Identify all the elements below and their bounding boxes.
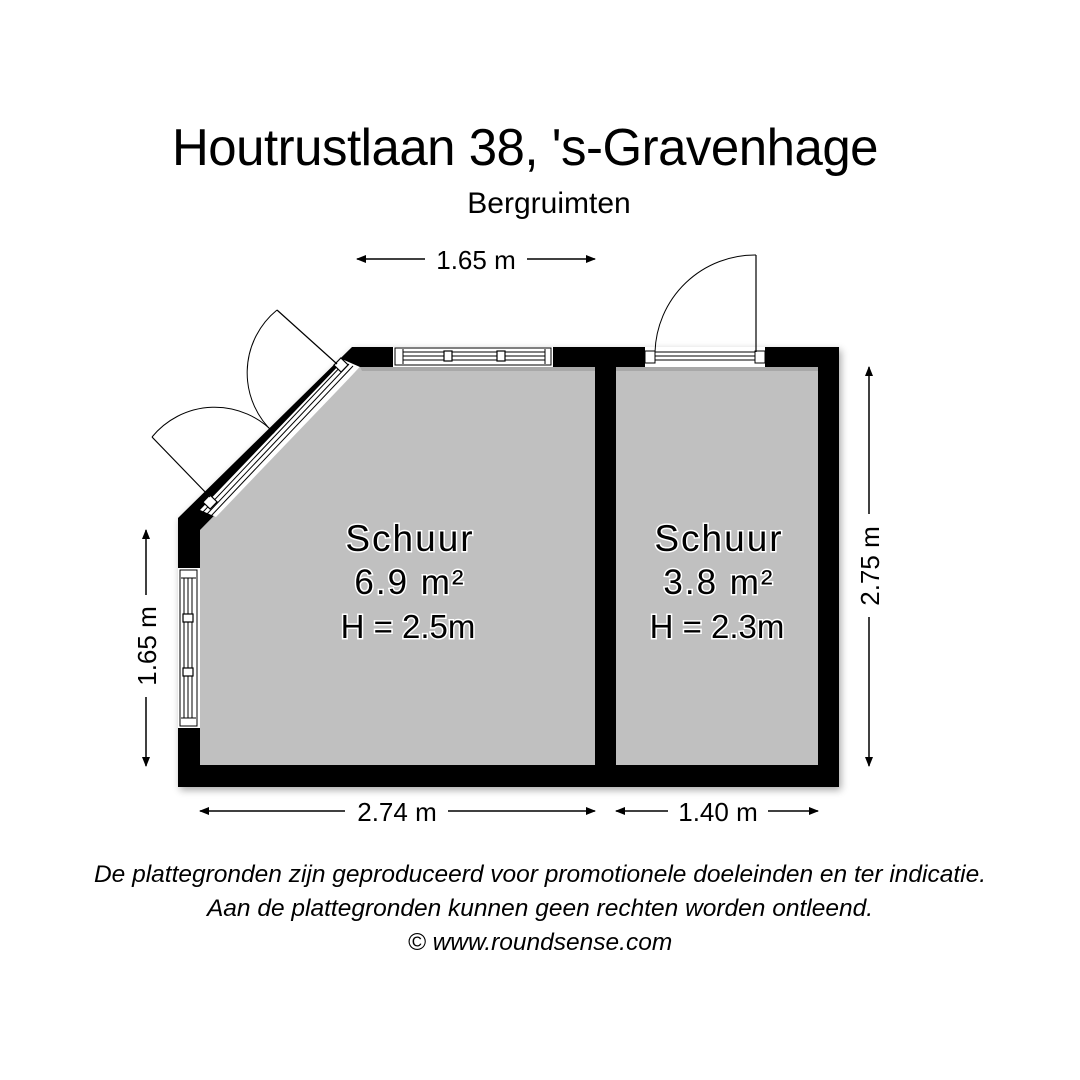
window-top [393,347,553,367]
dimension-bottom-right [616,797,818,827]
room-label-left [341,518,476,645]
svg-text:2.75 m: 2.75 m [855,526,885,606]
copyright-link[interactable]: © www.roundsense.com [407,929,673,956]
window-left [178,568,200,728]
svg-text:1.65 m: 1.65 m [436,245,516,275]
room-label-right [650,518,785,645]
dimension-bottom-left [200,797,595,827]
dimension-left [132,530,162,766]
disclaimer-line-2: Aan de plattegronden kunnen geen rechten worden ontleend. [206,895,874,922]
page-subtitle: Bergruimten [467,187,631,220]
room-height: H = 2.5m [340,608,476,645]
svg-text:1.40 m: 1.40 m [678,797,758,827]
dimension-right [855,367,885,766]
room-height: H = 2.3m [649,608,785,645]
room-name: Schuur [654,518,784,559]
svg-text:1.65 m: 1.65 m [132,606,162,686]
room-name: Schuur [345,518,475,559]
room-area: 3.8 m² [663,563,775,602]
svg-text:2.74 m: 2.74 m [357,797,437,827]
disclaimer-line-1: De plattegronden zijn geproduceerd voor promotionele doeleinden en ter indicatie. [93,861,987,888]
dimension-top [357,245,595,275]
door-right-room [645,255,765,367]
disclaimer [0,858,1080,960]
page-title: Houtrustlaan 38, 's-Gravenhage [171,119,879,177]
room-area: 6.9 m² [354,563,466,602]
